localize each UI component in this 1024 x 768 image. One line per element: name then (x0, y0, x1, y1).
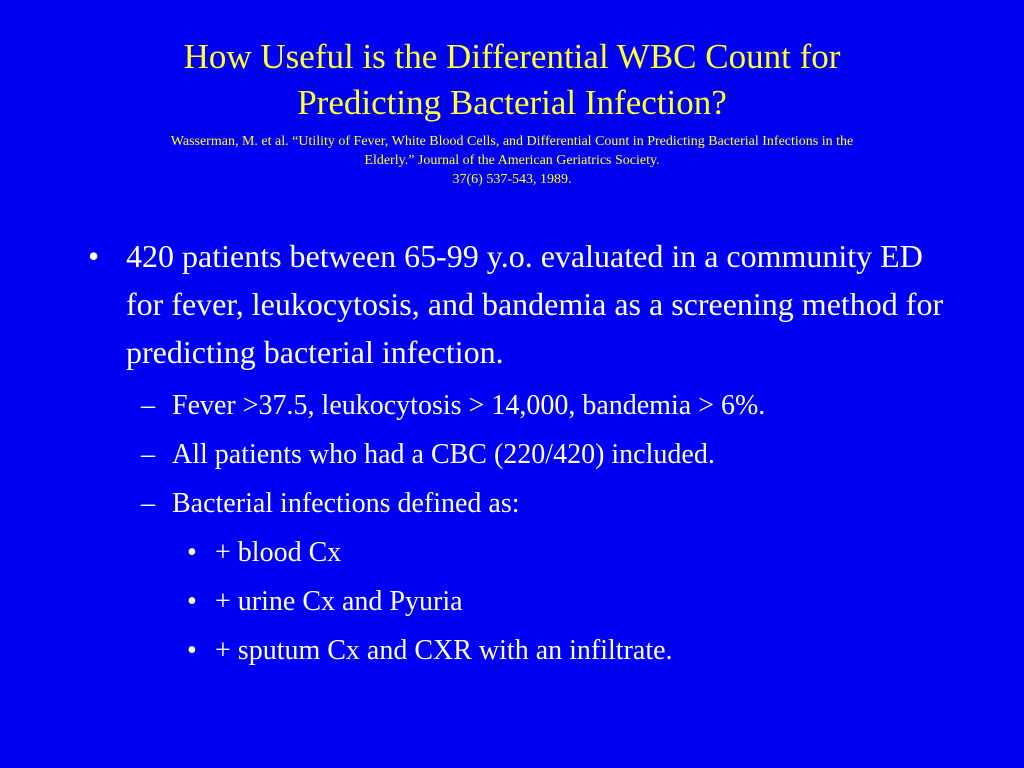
citation (60, 132, 964, 189)
bullet-main-text: 420 patients between 65-99 y.o. evaluated in a community ED for fever, leukocytosis, and bandemia as a screening method for predicting bacterial infection. (126, 238, 944, 370)
sub-sub-bullet-text: + sputum Cx and CXR with an infiltrate. (215, 635, 673, 666)
citation-line-1: Wasserman, M. et al. “Utility of Fever, White Blood Cells, and Differential Count in Predicting Bacterial Infections in the (170, 134, 854, 149)
sub-bullet-text: All patients who had a CBC (220/420) included. (172, 439, 715, 470)
bullet-main (88, 232, 968, 376)
citation-line-2: Elderly.” Journal of the American Geriatrics Society. (364, 153, 660, 168)
bullet-marker: • (187, 586, 197, 617)
citation-line-3: 37(6) 537-543, 1989. (452, 172, 572, 187)
sub-sub-bullet-blood (88, 535, 968, 571)
sub-sub-bullet-urine (88, 584, 968, 620)
bullet-marker: • (88, 238, 100, 274)
sub-sub-bullet-text: + urine Cx and Pyuria (215, 586, 463, 617)
title-block (60, 34, 964, 189)
slide-title-line-1: How Useful is the Differential WBC Count for (183, 37, 841, 76)
sub-bullet-definition (88, 486, 968, 522)
sub-bullet-criteria (88, 388, 968, 424)
sub-bullet-inclusion (88, 437, 968, 473)
sub-bullet-text: Bacterial infections defined as: (172, 488, 520, 519)
dash-marker: – (141, 439, 155, 470)
bullet-marker: • (187, 635, 197, 666)
sub-sub-bullet-sputum (88, 633, 968, 669)
sub-sub-bullet-text: + blood Cx (215, 537, 342, 568)
dash-marker: – (141, 390, 155, 421)
dash-marker: – (141, 488, 155, 519)
bullet-marker: • (187, 537, 197, 568)
slide-body (88, 232, 968, 682)
sub-bullet-text: Fever >37.5, leukocytosis > 14,000, bandemia > 6%. (172, 390, 766, 421)
slide-title-line-2: Predicting Bacterial Infection? (297, 83, 727, 122)
